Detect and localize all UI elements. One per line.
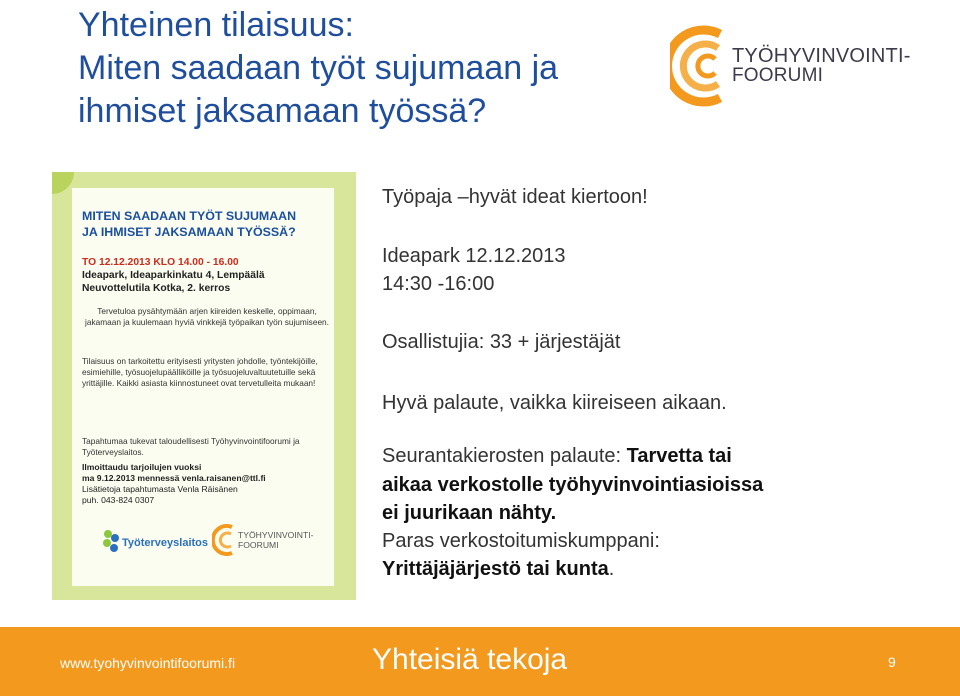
footer-bar bbox=[0, 627, 960, 696]
partner-bold: Yrittäjäjärjestö tai kunta bbox=[382, 558, 609, 580]
feedback-line: Hyvä palaute, vaikka kiireiseen aikaan. bbox=[382, 392, 727, 414]
poster-heading-2: JA IHMISET JAKSAMAAN TYÖSSÄ? bbox=[82, 225, 296, 239]
ttl-logo-text: Työterveyslaitos bbox=[122, 537, 209, 549]
tyohyvinvointifoorumi-logo bbox=[670, 20, 940, 110]
time-line: 14:30 -16:00 bbox=[382, 273, 495, 295]
poster-foorumi-logo bbox=[212, 522, 322, 562]
followup-prefix: Seurantakierosten palaute: bbox=[382, 445, 627, 467]
event-poster-image bbox=[52, 172, 356, 600]
poster-body-3: Tapahtumaa tukevat taloudellisesti Työhyvinvointifoorumi ja Työterveyslaitos. bbox=[82, 436, 300, 457]
poster-body-2: Tilaisuus on tarkoitettu erityisesti yritysten johdolle, työntekijöille, esimiehille, työsuojelupäälliköille ja työsuojeluvaltuutetuille sekä yrittäjille. Kaikki asiasta kiinnostuneet ovat tervetulleita mukaan! bbox=[82, 356, 318, 388]
poster-heading bbox=[82, 208, 332, 240]
followup-line-1 bbox=[382, 444, 732, 468]
footer-url[interactable]: www.tyohyvinvointifoorumi.fi bbox=[60, 655, 236, 671]
poster-corner-decoration bbox=[52, 172, 74, 194]
logo-text bbox=[732, 46, 911, 86]
title-line-2: Miten saadaan työt sujumaan ja bbox=[78, 49, 559, 87]
logo-line-1: TYÖHYVINVOINTI- bbox=[732, 45, 911, 67]
partner-line-2 bbox=[382, 557, 614, 581]
logo-line-2: FOORUMI bbox=[732, 65, 824, 86]
title-line-1: Yhteinen tilaisuus: bbox=[78, 6, 354, 44]
poster-place-2: Neuvottelutila Kotka, 2. kerros bbox=[82, 283, 231, 294]
page-number: 9 bbox=[888, 654, 896, 670]
ttl-leaf-icon bbox=[100, 528, 122, 554]
footer-slogan: Yhteisiä tekoja bbox=[372, 643, 568, 676]
slide-title bbox=[78, 4, 658, 133]
poster-reg-2: ma 9.12.2013 mennessä venla.raisanen@ttl.fi bbox=[82, 473, 266, 483]
poster-reg-3: Lisätietoja tapahtumasta Venla Räisänen bbox=[82, 484, 238, 494]
poster-date-place bbox=[82, 256, 332, 295]
poster-registration bbox=[82, 462, 332, 506]
poster-logo-line-2: FOORUMI bbox=[238, 540, 279, 550]
followup-bold-1: Tarvetta tai bbox=[626, 445, 732, 467]
poster-reg-1: Ilmoittaudu tarjoilujen vuoksi bbox=[82, 462, 202, 472]
partner-line-1: Paras verkostoitumiskumppani: bbox=[382, 530, 660, 552]
poster-place-1: Ideapark, Ideaparkinkatu 4, Lempäälä bbox=[82, 270, 265, 281]
poster-heading-1: MITEN SAADAAN TYÖT SUJUMAAN bbox=[82, 209, 297, 223]
poster-logo-line-1: TYÖHYVINVOINTI- bbox=[238, 530, 314, 540]
partner-suffix: . bbox=[608, 558, 615, 580]
poster-logo-arcs-icon bbox=[212, 522, 238, 558]
participants-line: Osallistujia: 33 + järjestäjät bbox=[382, 331, 621, 353]
poster-reg-4: puh. 043-824 0307 bbox=[82, 495, 155, 505]
logo-arcs-icon bbox=[670, 20, 740, 110]
followup-bold-3: ei juurikaan nähty. bbox=[382, 502, 557, 524]
workshop-line: Työpaja –hyvät ideat kiertoon! bbox=[382, 186, 648, 208]
date-line: Ideapark 12.12.2013 bbox=[382, 245, 566, 267]
followup-line-3 bbox=[382, 501, 556, 525]
title-line-3: ihmiset jaksamaan työssä? bbox=[78, 92, 487, 130]
poster-body-1: Tervetuloa pysähtymään arjen kiireiden keskelle, oppimaan, jakamaan ja kuulemaan hyviä vinkkejä työpaikan työn sujumiseen. bbox=[85, 306, 329, 327]
followup-line-2 bbox=[382, 473, 763, 497]
poster-logo-text bbox=[238, 530, 313, 550]
followup-bold-2: aikaa verkostolle työhyvinvointiasioissa bbox=[382, 474, 764, 496]
poster-date: TO 12.12.2013 KLO 14.00 - 16.00 bbox=[82, 257, 239, 268]
